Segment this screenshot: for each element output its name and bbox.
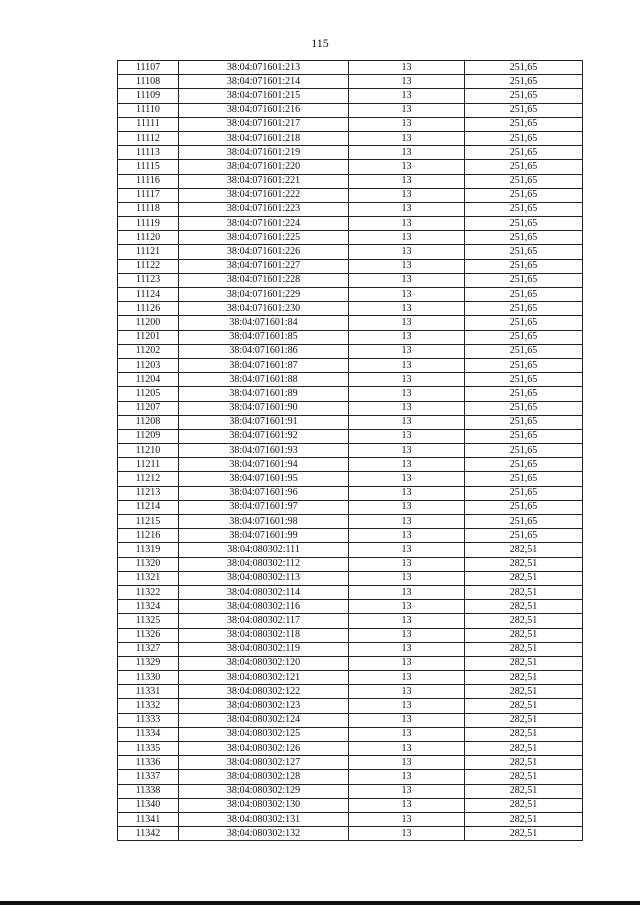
row-number-cell: 11121 <box>118 245 179 259</box>
row-number-cell: 11110 <box>118 103 179 117</box>
cadastral-number-cell: 38:04:071601:216 <box>179 103 349 117</box>
code-cell: 13 <box>349 827 465 841</box>
cadastral-number-cell: 38:04:080302:129 <box>179 784 349 798</box>
code-cell: 13 <box>349 600 465 614</box>
value-cell: 282,51 <box>465 827 583 841</box>
cadastral-number-cell: 38:04:080302:111 <box>179 543 349 557</box>
code-cell: 13 <box>349 387 465 401</box>
value-cell: 282,51 <box>465 671 583 685</box>
code-cell: 13 <box>349 358 465 372</box>
table-row <box>118 231 583 245</box>
cadastral-number-cell: 38:04:080302:125 <box>179 727 349 741</box>
value-cell: 251,65 <box>465 401 583 415</box>
row-number-cell: 11342 <box>118 827 179 841</box>
table-row <box>118 543 583 557</box>
table-row <box>118 330 583 344</box>
cadastral-number-cell: 38:04:071601:93 <box>179 444 349 458</box>
row-number-cell: 11204 <box>118 373 179 387</box>
table-row <box>118 202 583 216</box>
row-number-cell: 11341 <box>118 812 179 826</box>
row-number-cell: 11321 <box>118 571 179 585</box>
table-row <box>118 373 583 387</box>
code-cell: 13 <box>349 458 465 472</box>
row-number-cell: 11331 <box>118 685 179 699</box>
row-number-cell: 11108 <box>118 75 179 89</box>
row-number-cell: 11202 <box>118 344 179 358</box>
cadastral-number-cell: 38:04:071601:219 <box>179 146 349 160</box>
row-number-cell: 11329 <box>118 656 179 670</box>
code-cell: 13 <box>349 557 465 571</box>
value-cell: 282,51 <box>465 770 583 784</box>
table-row <box>118 628 583 642</box>
table-row <box>118 61 583 75</box>
cadastral-number-cell: 38:04:071601:90 <box>179 401 349 415</box>
cadastral-number-cell: 38:04:071601:89 <box>179 387 349 401</box>
row-number-cell: 11107 <box>118 61 179 75</box>
table-row <box>118 486 583 500</box>
code-cell: 13 <box>349 273 465 287</box>
value-cell: 282,51 <box>465 798 583 812</box>
table-row <box>118 784 583 798</box>
cadastral-number-cell: 38:04:080302:119 <box>179 642 349 656</box>
value-cell: 251,65 <box>465 444 583 458</box>
table-row <box>118 585 583 599</box>
cadastral-number-cell: 38:04:071601:99 <box>179 529 349 543</box>
cadastral-number-cell: 38:04:080302:112 <box>179 557 349 571</box>
cadastral-number-cell: 38:04:080302:118 <box>179 628 349 642</box>
value-cell: 251,65 <box>465 288 583 302</box>
page-number: 115 <box>311 36 329 50</box>
table-row <box>118 174 583 188</box>
code-cell: 13 <box>349 472 465 486</box>
code-cell: 13 <box>349 770 465 784</box>
value-cell: 282,51 <box>465 713 583 727</box>
value-cell: 251,65 <box>465 117 583 131</box>
row-number-cell: 11319 <box>118 543 179 557</box>
code-cell: 13 <box>349 89 465 103</box>
value-cell: 251,65 <box>465 188 583 202</box>
code-cell: 13 <box>349 330 465 344</box>
row-number-cell: 11216 <box>118 529 179 543</box>
code-cell: 13 <box>349 656 465 670</box>
code-cell: 13 <box>349 671 465 685</box>
cadastral-number-cell: 38:04:071601:226 <box>179 245 349 259</box>
table-row <box>118 117 583 131</box>
cadastral-number-cell: 38:04:071601:96 <box>179 486 349 500</box>
cadastral-number-cell: 38:04:080302:123 <box>179 699 349 713</box>
cadastral-number-cell: 38:04:071601:214 <box>179 75 349 89</box>
table-body <box>118 61 583 841</box>
row-number-cell: 11208 <box>118 415 179 429</box>
value-cell: 282,51 <box>465 543 583 557</box>
value-cell: 251,65 <box>465 231 583 245</box>
value-cell: 282,51 <box>465 812 583 826</box>
code-cell: 13 <box>349 415 465 429</box>
row-number-cell: 11210 <box>118 444 179 458</box>
table-row <box>118 444 583 458</box>
value-cell: 251,65 <box>465 373 583 387</box>
code-cell: 13 <box>349 344 465 358</box>
table-row <box>118 571 583 585</box>
table-row <box>118 500 583 514</box>
table-row <box>118 458 583 472</box>
code-cell: 13 <box>349 515 465 529</box>
code-cell: 13 <box>349 713 465 727</box>
table-row <box>118 756 583 770</box>
table-row <box>118 344 583 358</box>
code-cell: 13 <box>349 259 465 273</box>
value-cell: 282,51 <box>465 557 583 571</box>
cadastral-number-cell: 38:04:080302:122 <box>179 685 349 699</box>
cadastral-number-cell: 38:04:071601:213 <box>179 61 349 75</box>
value-cell: 251,65 <box>465 202 583 216</box>
code-cell: 13 <box>349 302 465 316</box>
value-cell: 282,51 <box>465 642 583 656</box>
row-number-cell: 11322 <box>118 585 179 599</box>
code-cell: 13 <box>349 103 465 117</box>
value-cell: 251,65 <box>465 500 583 514</box>
cadastral-number-cell: 38:04:071601:230 <box>179 302 349 316</box>
table-row <box>118 798 583 812</box>
cadastral-number-cell: 38:04:071601:215 <box>179 89 349 103</box>
table-row <box>118 600 583 614</box>
row-number-cell: 11112 <box>118 131 179 145</box>
table-row <box>118 515 583 529</box>
cadastral-number-cell: 38:04:071601:86 <box>179 344 349 358</box>
value-cell: 251,65 <box>465 131 583 145</box>
cadastral-number-cell: 38:04:071601:94 <box>179 458 349 472</box>
value-cell: 251,65 <box>465 146 583 160</box>
value-cell: 251,65 <box>465 174 583 188</box>
table-row <box>118 671 583 685</box>
cadastral-number-cell: 38:04:080302:130 <box>179 798 349 812</box>
code-cell: 13 <box>349 756 465 770</box>
table-row <box>118 472 583 486</box>
cadastral-number-cell: 38:04:080302:114 <box>179 585 349 599</box>
code-cell: 13 <box>349 174 465 188</box>
code-cell: 13 <box>349 117 465 131</box>
code-cell: 13 <box>349 543 465 557</box>
table-row <box>118 742 583 756</box>
code-cell: 13 <box>349 373 465 387</box>
value-cell: 251,65 <box>465 217 583 231</box>
table-row <box>118 316 583 330</box>
row-number-cell: 11324 <box>118 600 179 614</box>
row-number-cell: 11340 <box>118 798 179 812</box>
value-cell: 282,51 <box>465 571 583 585</box>
cadastral-number-cell: 38:04:080302:128 <box>179 770 349 784</box>
row-number-cell: 11116 <box>118 174 179 188</box>
row-number-cell: 11214 <box>118 500 179 514</box>
table-row <box>118 529 583 543</box>
table-row <box>118 614 583 628</box>
value-cell: 282,51 <box>465 784 583 798</box>
code-cell: 13 <box>349 798 465 812</box>
table-row <box>118 217 583 231</box>
cadastral-number-cell: 38:04:071601:224 <box>179 217 349 231</box>
value-cell: 251,65 <box>465 245 583 259</box>
row-number-cell: 11122 <box>118 259 179 273</box>
code-cell: 13 <box>349 699 465 713</box>
value-cell: 251,65 <box>465 259 583 273</box>
cadastral-number-cell: 38:04:080302:127 <box>179 756 349 770</box>
row-number-cell: 11215 <box>118 515 179 529</box>
cadastral-number-cell: 38:04:071601:87 <box>179 358 349 372</box>
cadastral-number-cell: 38:04:080302:116 <box>179 600 349 614</box>
table-row <box>118 358 583 372</box>
row-number-cell: 11326 <box>118 628 179 642</box>
value-cell: 251,65 <box>465 344 583 358</box>
value-cell: 282,51 <box>465 585 583 599</box>
row-number-cell: 11118 <box>118 202 179 216</box>
code-cell: 13 <box>349 628 465 642</box>
code-cell: 13 <box>349 131 465 145</box>
row-number-cell: 11212 <box>118 472 179 486</box>
value-cell: 251,65 <box>465 316 583 330</box>
table-row <box>118 415 583 429</box>
value-cell: 251,65 <box>465 458 583 472</box>
value-cell: 282,51 <box>465 600 583 614</box>
code-cell: 13 <box>349 429 465 443</box>
table-row <box>118 75 583 89</box>
row-number-cell: 11111 <box>118 117 179 131</box>
row-number-cell: 11200 <box>118 316 179 330</box>
cadastral-number-cell: 38:04:080302:121 <box>179 671 349 685</box>
code-cell: 13 <box>349 245 465 259</box>
row-number-cell: 11117 <box>118 188 179 202</box>
row-number-cell: 11327 <box>118 642 179 656</box>
table-row <box>118 103 583 117</box>
cadastral-number-cell: 38:04:071601:218 <box>179 131 349 145</box>
table-row <box>118 429 583 443</box>
row-number-cell: 11336 <box>118 756 179 770</box>
cadastral-number-cell: 38:04:071601:225 <box>179 231 349 245</box>
value-cell: 282,51 <box>465 727 583 741</box>
row-number-cell: 11338 <box>118 784 179 798</box>
table-row <box>118 713 583 727</box>
code-cell: 13 <box>349 188 465 202</box>
table-row <box>118 642 583 656</box>
row-number-cell: 11335 <box>118 742 179 756</box>
row-number-cell: 11201 <box>118 330 179 344</box>
cadastral-number-cell: 38:04:071601:222 <box>179 188 349 202</box>
row-number-cell: 11113 <box>118 146 179 160</box>
value-cell: 282,51 <box>465 656 583 670</box>
table-row <box>118 273 583 287</box>
value-cell: 251,65 <box>465 330 583 344</box>
cadastral-number-cell: 38:04:071601:217 <box>179 117 349 131</box>
code-cell: 13 <box>349 812 465 826</box>
cadastral-number-cell: 38:04:071601:227 <box>179 259 349 273</box>
code-cell: 13 <box>349 231 465 245</box>
cadastral-number-cell: 38:04:080302:120 <box>179 656 349 670</box>
table-row <box>118 245 583 259</box>
value-cell: 251,65 <box>465 472 583 486</box>
table-row <box>118 131 583 145</box>
code-cell: 13 <box>349 146 465 160</box>
cadastral-number-cell: 38:04:071601:91 <box>179 415 349 429</box>
row-number-cell: 11115 <box>118 160 179 174</box>
value-cell: 251,65 <box>465 515 583 529</box>
cadastral-number-cell: 38:04:071601:228 <box>179 273 349 287</box>
row-number-cell: 11123 <box>118 273 179 287</box>
value-cell: 251,65 <box>465 429 583 443</box>
value-cell: 282,51 <box>465 742 583 756</box>
value-cell: 251,65 <box>465 529 583 543</box>
table-row <box>118 288 583 302</box>
code-cell: 13 <box>349 585 465 599</box>
code-cell: 13 <box>349 642 465 656</box>
cadastral-number-cell: 38:04:080302:124 <box>179 713 349 727</box>
value-cell: 251,65 <box>465 387 583 401</box>
row-number-cell: 11120 <box>118 231 179 245</box>
value-cell: 282,51 <box>465 685 583 699</box>
bottom-edge-rule <box>0 901 640 905</box>
cadastral-number-cell: 38:04:071601:98 <box>179 515 349 529</box>
table-row <box>118 699 583 713</box>
value-cell: 282,51 <box>465 628 583 642</box>
cadastral-number-cell: 38:04:071601:97 <box>179 500 349 514</box>
row-number-cell: 11209 <box>118 429 179 443</box>
row-number-cell: 11205 <box>118 387 179 401</box>
row-number-cell: 11203 <box>118 358 179 372</box>
row-number-cell: 11333 <box>118 713 179 727</box>
row-number-cell: 11334 <box>118 727 179 741</box>
row-number-cell: 11325 <box>118 614 179 628</box>
table-row <box>118 302 583 316</box>
value-cell: 251,65 <box>465 61 583 75</box>
table-row <box>118 685 583 699</box>
table-row <box>118 387 583 401</box>
code-cell: 13 <box>349 202 465 216</box>
value-cell: 282,51 <box>465 614 583 628</box>
row-number-cell: 11207 <box>118 401 179 415</box>
cadastral-number-cell: 38:04:071601:220 <box>179 160 349 174</box>
cadastral-table <box>117 60 583 841</box>
row-number-cell: 11330 <box>118 671 179 685</box>
code-cell: 13 <box>349 784 465 798</box>
row-number-cell: 11337 <box>118 770 179 784</box>
code-cell: 13 <box>349 529 465 543</box>
table-row <box>118 557 583 571</box>
code-cell: 13 <box>349 742 465 756</box>
row-number-cell: 11124 <box>118 288 179 302</box>
value-cell: 251,65 <box>465 302 583 316</box>
row-number-cell: 11126 <box>118 302 179 316</box>
cadastral-number-cell: 38:04:080302:126 <box>179 742 349 756</box>
row-number-cell: 11213 <box>118 486 179 500</box>
code-cell: 13 <box>349 500 465 514</box>
cadastral-number-cell: 38:04:071601:92 <box>179 429 349 443</box>
cadastral-number-cell: 38:04:080302:131 <box>179 812 349 826</box>
code-cell: 13 <box>349 75 465 89</box>
code-cell: 13 <box>349 217 465 231</box>
value-cell: 251,65 <box>465 486 583 500</box>
cadastral-number-cell: 38:04:071601:88 <box>179 373 349 387</box>
value-cell: 251,65 <box>465 358 583 372</box>
table-row <box>118 401 583 415</box>
table-row <box>118 812 583 826</box>
code-cell: 13 <box>349 160 465 174</box>
code-cell: 13 <box>349 571 465 585</box>
value-cell: 282,51 <box>465 699 583 713</box>
cadastral-number-cell: 38:04:080302:117 <box>179 614 349 628</box>
code-cell: 13 <box>349 61 465 75</box>
cadastral-number-cell: 38:04:071601:229 <box>179 288 349 302</box>
row-number-cell: 11332 <box>118 699 179 713</box>
table-row <box>118 188 583 202</box>
code-cell: 13 <box>349 444 465 458</box>
cadastral-number-cell: 38:04:071601:95 <box>179 472 349 486</box>
cadastral-number-cell: 38:04:071601:221 <box>179 174 349 188</box>
row-number-cell: 11109 <box>118 89 179 103</box>
code-cell: 13 <box>349 288 465 302</box>
row-number-cell: 11119 <box>118 217 179 231</box>
value-cell: 251,65 <box>465 415 583 429</box>
code-cell: 13 <box>349 401 465 415</box>
cadastral-number-cell: 38:04:071601:223 <box>179 202 349 216</box>
cadastral-number-cell: 38:04:071601:85 <box>179 330 349 344</box>
row-number-cell: 11211 <box>118 458 179 472</box>
table-row <box>118 727 583 741</box>
code-cell: 13 <box>349 486 465 500</box>
cadastral-number-cell: 38:04:080302:132 <box>179 827 349 841</box>
value-cell: 251,65 <box>465 160 583 174</box>
row-number-cell: 11320 <box>118 557 179 571</box>
table-row <box>118 770 583 784</box>
code-cell: 13 <box>349 727 465 741</box>
table-row <box>118 656 583 670</box>
value-cell: 251,65 <box>465 103 583 117</box>
value-cell: 251,65 <box>465 89 583 103</box>
cadastral-number-cell: 38:04:080302:113 <box>179 571 349 585</box>
table-row <box>118 827 583 841</box>
code-cell: 13 <box>349 614 465 628</box>
table-row <box>118 259 583 273</box>
table-row <box>118 160 583 174</box>
value-cell: 282,51 <box>465 756 583 770</box>
code-cell: 13 <box>349 685 465 699</box>
value-cell: 251,65 <box>465 75 583 89</box>
value-cell: 251,65 <box>465 273 583 287</box>
cadastral-number-cell: 38:04:071601:84 <box>179 316 349 330</box>
code-cell: 13 <box>349 316 465 330</box>
table-row <box>118 89 583 103</box>
table-row <box>118 146 583 160</box>
